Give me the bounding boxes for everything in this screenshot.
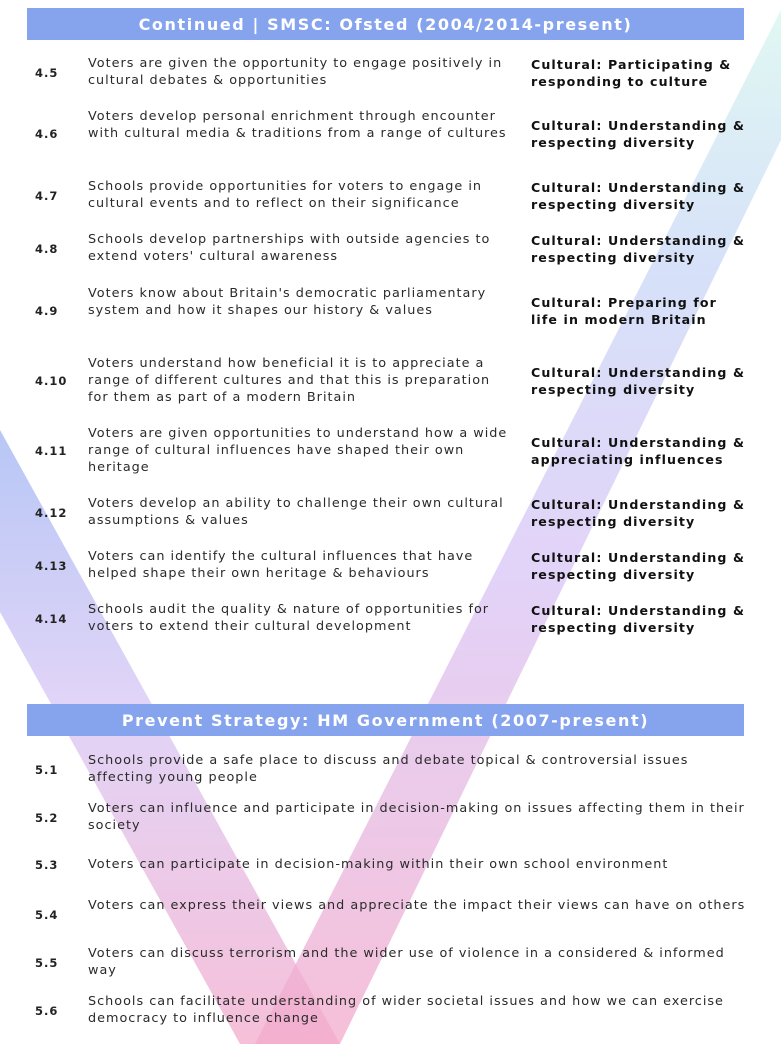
- row-number: 4.8: [35, 241, 59, 256]
- row-category: Cultural: Understanding & respecting diversity: [531, 179, 746, 212]
- row-description: Voters are given the opportunity to engage positively in cultural debates & opportunities: [88, 56, 503, 88]
- table-row: [0, 355, 781, 407]
- row-description: Voters can express their views and appreciate the impact their views can have on others: [88, 898, 746, 913]
- row-number: 4.10: [35, 374, 68, 388]
- row-category: Cultural: Understanding & respecting diversity: [531, 549, 746, 582]
- row-number: 4.5: [35, 65, 59, 80]
- row-description: Schools develop partnerships with outside agencies to extend voters' cultural awareness: [88, 232, 491, 264]
- row-description: Schools provide a safe place to discuss and debate topical & controversial issues affecting young people: [88, 753, 689, 785]
- row-description: Voters can discuss terrorism and the wider use of violence in a considered & informed way: [88, 946, 725, 978]
- row-description: Voters develop an ability to challenge their own cultural assumptions & values: [88, 496, 504, 528]
- row-description: Voters understand how beneficial it is to appreciate a range of different cultures and that this is preparation for them as part of a modern Britain: [88, 356, 491, 405]
- table-row: [0, 55, 781, 90]
- row-description: Voters can influence and participate in decision-making on issues affecting them in their society: [88, 801, 745, 833]
- row-number: 5.3: [35, 858, 59, 872]
- row-number: 4.12: [35, 505, 68, 520]
- row-number: 4.14: [35, 611, 68, 626]
- row-number: 5.2: [35, 810, 59, 825]
- row-description: Voters know about Britain's democratic parliamentary system and how it shapes our history & values: [88, 286, 487, 318]
- table-row: [0, 548, 781, 583]
- table-row: [0, 993, 781, 1028]
- row-description: Voters develop personal enrichment through encounter with cultural media & traditions from a range of cultures: [88, 109, 507, 141]
- row-number: 5.4: [35, 907, 59, 922]
- table-row: [0, 425, 781, 477]
- row-number: 4.13: [35, 558, 68, 573]
- table-row: [0, 601, 781, 636]
- section-header-smsc: Continued | SMSC: Ofsted (2004/2014-present): [27, 8, 744, 40]
- row-description: Schools provide opportunities for voters to engage in cultural events and to reflect on their significance: [88, 179, 483, 211]
- row-number: 4.9: [35, 304, 59, 318]
- table-row: [0, 945, 781, 980]
- row-number: 5.6: [35, 1003, 59, 1018]
- row-number: 5.5: [35, 955, 59, 970]
- row-description: Voters are given opportunities to understand how a wide range of cultural influences have shaped their own heritage: [88, 426, 508, 475]
- table-row: [0, 108, 781, 160]
- section-header-prevent: Prevent Strategy: HM Government (2007-present): [27, 704, 744, 736]
- table-row: [0, 285, 781, 337]
- table-row: [0, 495, 781, 530]
- table-row: [0, 897, 781, 932]
- table-row: [0, 856, 781, 874]
- row-category: Cultural: Understanding & respecting diversity: [531, 232, 746, 265]
- row-description: Schools audit the quality & nature of opportunities for voters to extend their cultural development: [88, 602, 490, 634]
- table-row: [0, 231, 781, 266]
- row-category: Cultural: Understanding & respecting diversity: [531, 118, 746, 150]
- row-category: Cultural: Understanding & respecting diversity: [531, 496, 746, 529]
- row-description: Voters can participate in decision-making within their own school environment: [88, 857, 669, 872]
- table-row: [0, 752, 781, 787]
- table-row: [0, 178, 781, 213]
- row-category: Cultural: Understanding & respecting diversity: [531, 365, 746, 397]
- row-description: Schools can facilitate understanding of wider societal issues and how we can exercise democracy to influence change: [88, 994, 724, 1026]
- row-category: Cultural: Understanding & respecting diversity: [531, 602, 746, 635]
- row-category: Cultural: Understanding & appreciating influences: [531, 435, 746, 467]
- row-number: 4.7: [35, 188, 59, 203]
- row-number: 4.6: [35, 127, 59, 141]
- row-number: 5.1: [35, 762, 59, 777]
- row-category: Cultural: Preparing for life in modern Britain: [531, 295, 717, 327]
- row-description: Voters can identify the cultural influences that have helped shape their own heritage & behaviours: [88, 549, 474, 581]
- row-number: 4.11: [35, 444, 68, 458]
- table-row: [0, 800, 781, 835]
- row-category: Cultural: Participating & responding to culture: [531, 56, 732, 89]
